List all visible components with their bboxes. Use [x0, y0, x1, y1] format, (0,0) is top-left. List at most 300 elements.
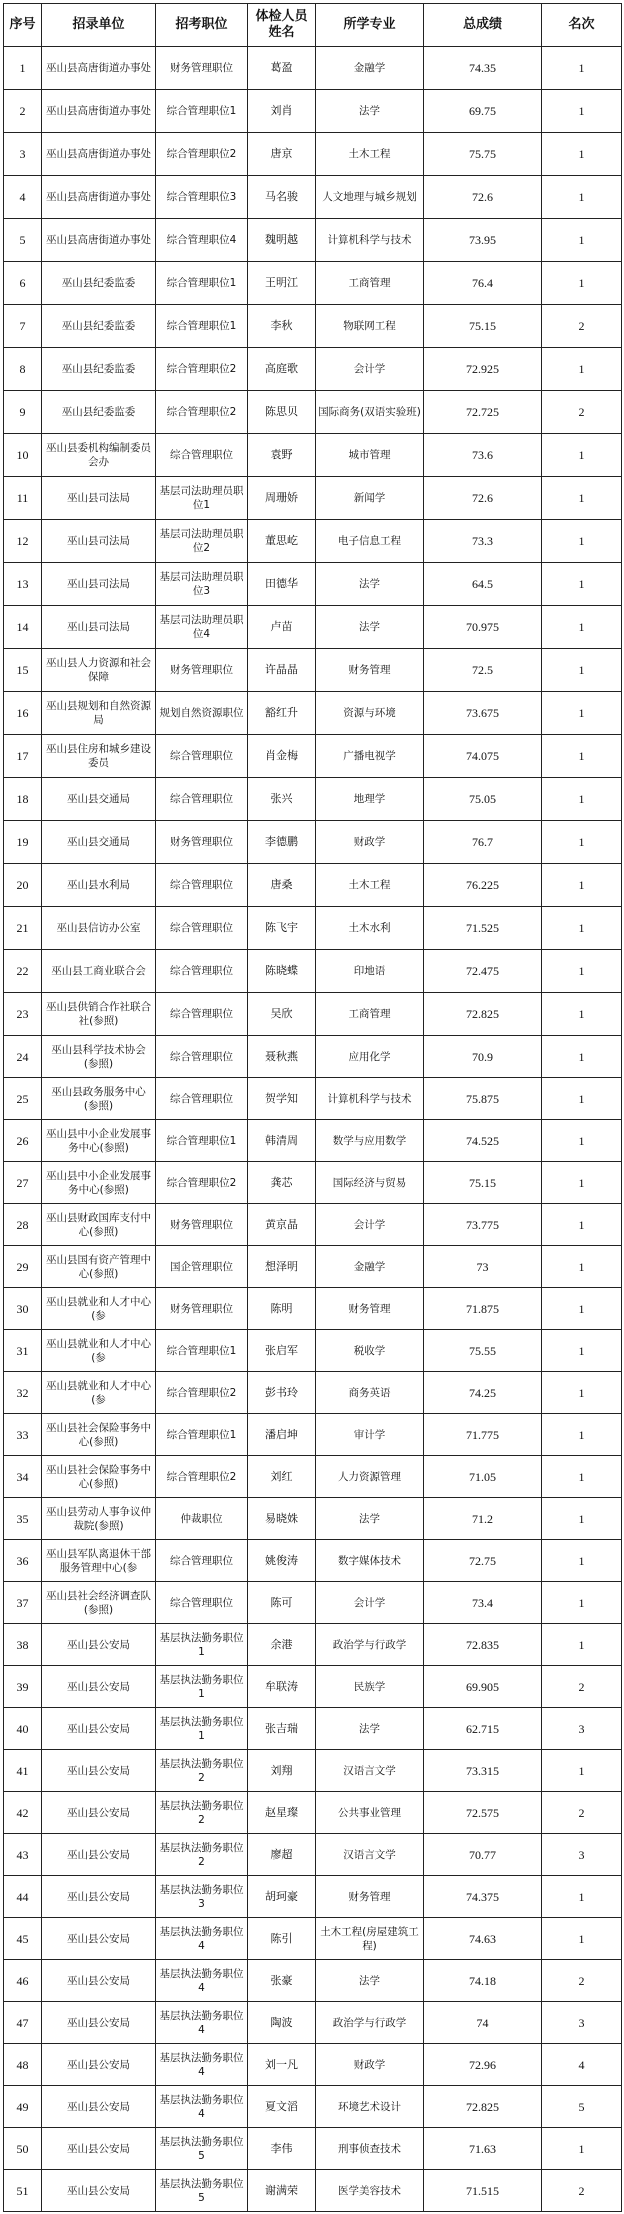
row-major: 财务管理	[316, 649, 424, 692]
row-total-score: 72.825	[424, 2086, 542, 2128]
row-major: 法学	[316, 1498, 424, 1540]
row-rank: 1	[542, 348, 622, 391]
table-row	[4, 563, 622, 606]
row-unit: 巫山县司法局	[42, 477, 156, 520]
row-unit: 巫山县社会保险事务中心(参照)	[42, 1456, 156, 1498]
row-major: 会计学	[316, 1204, 424, 1246]
row-unit: 巫山县公安局	[42, 1624, 156, 1666]
row-person-name: 肖金梅	[248, 735, 316, 778]
row-unit: 巫山县就业和人才中心(参	[42, 1372, 156, 1414]
row-unit: 巫山县公安局	[42, 1708, 156, 1750]
header-index: 序号	[4, 4, 42, 47]
table-row	[4, 1120, 622, 1162]
row-total-score: 71.525	[424, 907, 542, 950]
row-unit: 巫山县公安局	[42, 2002, 156, 2044]
row-person-name: 胡珂豪	[248, 1876, 316, 1918]
row-index: 35	[4, 1498, 42, 1540]
row-major: 法学	[316, 563, 424, 606]
row-major: 土木工程	[316, 133, 424, 176]
row-position: 综合管理职位	[156, 993, 248, 1036]
table-row	[4, 262, 622, 305]
row-rank: 1	[542, 950, 622, 993]
row-rank: 1	[542, 1288, 622, 1330]
row-index: 13	[4, 563, 42, 606]
row-person-name: 高庭歌	[248, 348, 316, 391]
row-total-score: 75.15	[424, 1162, 542, 1204]
row-unit: 巫山县高唐街道办事处	[42, 90, 156, 133]
row-rank: 1	[542, 133, 622, 176]
results-table	[3, 3, 622, 2212]
row-position: 财务管理职位	[156, 649, 248, 692]
row-unit: 巫山县高唐街道办事处	[42, 133, 156, 176]
table-row	[4, 47, 622, 90]
table-row	[4, 1708, 622, 1750]
row-index: 4	[4, 176, 42, 219]
row-person-name: 李德鹏	[248, 821, 316, 864]
table-row	[4, 391, 622, 434]
row-unit: 巫山县就业和人才中心(参	[42, 1288, 156, 1330]
row-major: 城市管理	[316, 434, 424, 477]
row-major: 国际经济与贸易	[316, 1162, 424, 1204]
row-major: 税收学	[316, 1330, 424, 1372]
row-position: 综合管理职位4	[156, 219, 248, 262]
table-row	[4, 2002, 622, 2044]
row-person-name: 董思屹	[248, 520, 316, 563]
row-index: 19	[4, 821, 42, 864]
row-unit: 巫山县人力资源和社会保障	[42, 649, 156, 692]
table-row	[4, 133, 622, 176]
row-index: 23	[4, 993, 42, 1036]
row-position: 财务管理职位	[156, 47, 248, 90]
header-name: 体检人员姓名	[248, 4, 316, 47]
results-table-container	[3, 3, 621, 2212]
row-person-name: 贺学知	[248, 1078, 316, 1120]
row-person-name: 张吉瑞	[248, 1708, 316, 1750]
row-major: 人文地理与城乡规划	[316, 176, 424, 219]
table-row	[4, 1792, 622, 1834]
header-unit: 招录单位	[42, 4, 156, 47]
row-rank: 1	[542, 563, 622, 606]
row-rank: 3	[542, 2002, 622, 2044]
row-major: 刑事侦查技术	[316, 2128, 424, 2170]
row-major: 财政学	[316, 2044, 424, 2086]
row-index: 26	[4, 1120, 42, 1162]
row-unit: 巫山县公安局	[42, 2170, 156, 2212]
row-major: 汉语言文学	[316, 1750, 424, 1792]
row-major: 土木水利	[316, 907, 424, 950]
row-rank: 1	[542, 1120, 622, 1162]
row-position: 基层执法勤务职位1	[156, 1708, 248, 1750]
row-position: 综合管理职位1	[156, 1414, 248, 1456]
row-person-name: 葛盈	[248, 47, 316, 90]
row-total-score: 62.715	[424, 1708, 542, 1750]
row-major: 数学与应用数学	[316, 1120, 424, 1162]
row-unit: 巫山县中小企业发展事务中心(参照)	[42, 1120, 156, 1162]
row-index: 6	[4, 262, 42, 305]
row-person-name: 周珊娇	[248, 477, 316, 520]
row-major: 应用化学	[316, 1036, 424, 1078]
row-position: 综合管理职位2	[156, 1372, 248, 1414]
table-body	[4, 47, 622, 2212]
row-person-name: 刘肖	[248, 90, 316, 133]
row-position: 财务管理职位	[156, 821, 248, 864]
row-major: 土木工程(房屋建筑工程)	[316, 1918, 424, 1960]
table-row	[4, 1540, 622, 1582]
row-total-score: 75.15	[424, 305, 542, 348]
row-person-name: 刘红	[248, 1456, 316, 1498]
row-total-score: 72.835	[424, 1624, 542, 1666]
row-person-name: 廖超	[248, 1834, 316, 1876]
row-unit: 巫山县公安局	[42, 1918, 156, 1960]
table-row	[4, 1414, 622, 1456]
row-person-name: 陈引	[248, 1918, 316, 1960]
table-row	[4, 348, 622, 391]
table-row	[4, 1834, 622, 1876]
row-total-score: 72.475	[424, 950, 542, 993]
row-major: 法学	[316, 90, 424, 133]
table-row	[4, 1876, 622, 1918]
row-unit: 巫山县高唐街道办事处	[42, 176, 156, 219]
row-total-score: 75.875	[424, 1078, 542, 1120]
row-unit: 巫山县公安局	[42, 2086, 156, 2128]
row-position: 基层执法勤务职位2	[156, 1834, 248, 1876]
row-total-score: 74.35	[424, 47, 542, 90]
row-unit: 巫山县公安局	[42, 1666, 156, 1708]
row-major: 会计学	[316, 348, 424, 391]
row-person-name: 唐桑	[248, 864, 316, 907]
table-row	[4, 1960, 622, 2002]
row-position: 基层执法勤务职位2	[156, 1792, 248, 1834]
row-index: 16	[4, 692, 42, 735]
row-index: 2	[4, 90, 42, 133]
row-total-score: 76.4	[424, 262, 542, 305]
row-unit: 巫山县公安局	[42, 1792, 156, 1834]
row-total-score: 71.775	[424, 1414, 542, 1456]
table-row	[4, 993, 622, 1036]
row-person-name: 刘一凡	[248, 2044, 316, 2086]
row-major: 财务管理	[316, 1876, 424, 1918]
row-person-name: 王明江	[248, 262, 316, 305]
row-major: 资源与环境	[316, 692, 424, 735]
row-unit: 巫山县司法局	[42, 606, 156, 649]
row-person-name: 陈明	[248, 1288, 316, 1330]
row-unit: 巫山县公安局	[42, 2044, 156, 2086]
row-position: 综合管理职位1	[156, 305, 248, 348]
header-row	[4, 4, 622, 47]
row-total-score: 74.525	[424, 1120, 542, 1162]
row-unit: 巫山县公安局	[42, 1876, 156, 1918]
row-person-name: 陈可	[248, 1582, 316, 1624]
row-position: 财务管理职位	[156, 1288, 248, 1330]
table-row	[4, 1036, 622, 1078]
table-row	[4, 649, 622, 692]
row-major: 商务英语	[316, 1372, 424, 1414]
row-total-score: 72.575	[424, 1792, 542, 1834]
table-row	[4, 821, 622, 864]
row-total-score: 72.725	[424, 391, 542, 434]
row-rank: 1	[542, 1246, 622, 1288]
row-index: 21	[4, 907, 42, 950]
row-rank: 1	[542, 1372, 622, 1414]
row-total-score: 73.675	[424, 692, 542, 735]
row-total-score: 72.75	[424, 1540, 542, 1582]
row-index: 5	[4, 219, 42, 262]
row-rank: 2	[542, 305, 622, 348]
row-total-score: 73.4	[424, 1582, 542, 1624]
row-position: 基层执法勤务职位4	[156, 2086, 248, 2128]
row-total-score: 75.05	[424, 778, 542, 821]
row-unit: 巫山县规划和自然资源局	[42, 692, 156, 735]
row-rank: 1	[542, 778, 622, 821]
row-position: 基层司法助理员职位4	[156, 606, 248, 649]
row-total-score: 73.95	[424, 219, 542, 262]
row-unit: 巫山县供销合作社联合社(参照)	[42, 993, 156, 1036]
row-total-score: 72.5	[424, 649, 542, 692]
row-rank: 1	[542, 1078, 622, 1120]
row-rank: 1	[542, 1498, 622, 1540]
row-major: 电子信息工程	[316, 520, 424, 563]
row-major: 新闻学	[316, 477, 424, 520]
row-position: 财务管理职位	[156, 1204, 248, 1246]
row-unit: 巫山县社会保险事务中心(参照)	[42, 1414, 156, 1456]
row-unit: 巫山县高唐街道办事处	[42, 47, 156, 90]
row-index: 39	[4, 1666, 42, 1708]
row-person-name: 彭书玲	[248, 1372, 316, 1414]
row-position: 综合管理职位1	[156, 90, 248, 133]
row-major: 地理学	[316, 778, 424, 821]
row-person-name: 黄京晶	[248, 1204, 316, 1246]
row-position: 综合管理职位3	[156, 176, 248, 219]
row-index: 38	[4, 1624, 42, 1666]
row-total-score: 70.975	[424, 606, 542, 649]
row-index: 9	[4, 391, 42, 434]
row-unit: 巫山县社会经济调查队(参照)	[42, 1582, 156, 1624]
row-position: 基层司法助理员职位1	[156, 477, 248, 520]
row-position: 综合管理职位	[156, 907, 248, 950]
row-total-score: 73	[424, 1246, 542, 1288]
row-person-name: 陈思贝	[248, 391, 316, 434]
row-total-score: 72.6	[424, 176, 542, 219]
row-major: 民族学	[316, 1666, 424, 1708]
row-rank: 2	[542, 2170, 622, 2212]
row-unit: 巫山县军队离退休干部服务管理中心(参	[42, 1540, 156, 1582]
row-index: 3	[4, 133, 42, 176]
row-rank: 1	[542, 1162, 622, 1204]
row-index: 41	[4, 1750, 42, 1792]
row-major: 数字媒体技术	[316, 1540, 424, 1582]
table-row	[4, 778, 622, 821]
row-person-name: 魏明越	[248, 219, 316, 262]
row-index: 7	[4, 305, 42, 348]
row-rank: 2	[542, 1666, 622, 1708]
row-rank: 1	[542, 520, 622, 563]
row-rank: 1	[542, 2128, 622, 2170]
row-position: 基层执法勤务职位4	[156, 1960, 248, 2002]
row-unit: 巫山县水利局	[42, 864, 156, 907]
row-person-name: 想泽明	[248, 1246, 316, 1288]
row-index: 20	[4, 864, 42, 907]
row-position: 规划自然资源职位	[156, 692, 248, 735]
header-rank: 名次	[542, 4, 622, 47]
row-position: 综合管理职位	[156, 1582, 248, 1624]
row-person-name: 田德华	[248, 563, 316, 606]
row-total-score: 74.63	[424, 1918, 542, 1960]
row-rank: 2	[542, 1792, 622, 1834]
row-rank: 2	[542, 1960, 622, 2002]
row-unit: 巫山县公安局	[42, 1960, 156, 2002]
table-row	[4, 1750, 622, 1792]
row-total-score: 73.315	[424, 1750, 542, 1792]
row-unit: 巫山县住房和城乡建设委员	[42, 735, 156, 778]
row-index: 12	[4, 520, 42, 563]
row-position: 综合管理职位1	[156, 1330, 248, 1372]
row-total-score: 74.18	[424, 1960, 542, 2002]
row-position: 综合管理职位2	[156, 1456, 248, 1498]
row-rank: 5	[542, 2086, 622, 2128]
row-person-name: 卢苗	[248, 606, 316, 649]
row-rank: 1	[542, 90, 622, 133]
row-total-score: 73.6	[424, 434, 542, 477]
row-index: 45	[4, 1918, 42, 1960]
row-position: 综合管理职位2	[156, 133, 248, 176]
row-major: 政治学与行政学	[316, 1624, 424, 1666]
row-person-name: 陈飞宇	[248, 907, 316, 950]
row-index: 29	[4, 1246, 42, 1288]
row-rank: 1	[542, 649, 622, 692]
table-row	[4, 90, 622, 133]
row-rank: 4	[542, 2044, 622, 2086]
row-index: 49	[4, 2086, 42, 2128]
row-index: 51	[4, 2170, 42, 2212]
table-row	[4, 1918, 622, 1960]
row-person-name: 聂秋燕	[248, 1036, 316, 1078]
row-position: 基层司法助理员职位2	[156, 520, 248, 563]
row-person-name: 韩清周	[248, 1120, 316, 1162]
row-position: 综合管理职位	[156, 1078, 248, 1120]
row-unit: 巫山县司法局	[42, 563, 156, 606]
row-total-score: 64.5	[424, 563, 542, 606]
row-index: 18	[4, 778, 42, 821]
row-unit: 巫山县国有资产管理中心(参照)	[42, 1246, 156, 1288]
row-person-name: 龚芯	[248, 1162, 316, 1204]
table-row	[4, 1162, 622, 1204]
table-row	[4, 692, 622, 735]
row-total-score: 69.905	[424, 1666, 542, 1708]
row-position: 基层执法勤务职位3	[156, 1876, 248, 1918]
header-position: 招考职位	[156, 4, 248, 47]
table-row	[4, 1582, 622, 1624]
row-index: 24	[4, 1036, 42, 1078]
row-rank: 1	[542, 47, 622, 90]
row-rank: 1	[542, 1918, 622, 1960]
row-index: 15	[4, 649, 42, 692]
row-unit: 巫山县劳动人事争议仲裁院(参照)	[42, 1498, 156, 1540]
table-row	[4, 864, 622, 907]
row-rank: 1	[542, 735, 622, 778]
row-total-score: 75.55	[424, 1330, 542, 1372]
row-unit: 巫山县司法局	[42, 520, 156, 563]
row-unit: 巫山县科学技术协会(参照)	[42, 1036, 156, 1078]
row-rank: 1	[542, 1750, 622, 1792]
row-unit: 巫山县纪委监委	[42, 305, 156, 348]
row-unit: 巫山县中小企业发展事务中心(参照)	[42, 1162, 156, 1204]
row-unit: 巫山县委机构编制委员会办	[42, 434, 156, 477]
row-rank: 1	[542, 864, 622, 907]
row-person-name: 张兴	[248, 778, 316, 821]
row-total-score: 71.05	[424, 1456, 542, 1498]
row-index: 36	[4, 1540, 42, 1582]
table-row	[4, 1624, 622, 1666]
row-major: 工商管理	[316, 993, 424, 1036]
table-row	[4, 1078, 622, 1120]
row-index: 30	[4, 1288, 42, 1330]
row-major: 国际商务(双语实验班)	[316, 391, 424, 434]
row-major: 公共事业管理	[316, 1792, 424, 1834]
table-row	[4, 1666, 622, 1708]
row-position: 综合管理职位	[156, 1036, 248, 1078]
row-index: 50	[4, 2128, 42, 2170]
row-rank: 3	[542, 1708, 622, 1750]
row-position: 基层执法勤务职位4	[156, 2044, 248, 2086]
row-person-name: 余港	[248, 1624, 316, 1666]
table-row	[4, 2170, 622, 2212]
row-index: 47	[4, 2002, 42, 2044]
row-index: 42	[4, 1792, 42, 1834]
row-person-name: 许晶晶	[248, 649, 316, 692]
row-total-score: 72.825	[424, 993, 542, 1036]
row-major: 金融学	[316, 1246, 424, 1288]
row-index: 48	[4, 2044, 42, 2086]
row-index: 27	[4, 1162, 42, 1204]
row-major: 法学	[316, 1960, 424, 2002]
row-total-score: 71.63	[424, 2128, 542, 2170]
row-position: 基层执法勤务职位1	[156, 1624, 248, 1666]
row-person-name: 马名骏	[248, 176, 316, 219]
row-major: 广播电视学	[316, 735, 424, 778]
row-major: 金融学	[316, 47, 424, 90]
row-total-score: 70.9	[424, 1036, 542, 1078]
row-rank: 1	[542, 606, 622, 649]
row-total-score: 72.96	[424, 2044, 542, 2086]
row-position: 综合管理职位	[156, 950, 248, 993]
row-index: 37	[4, 1582, 42, 1624]
row-index: 32	[4, 1372, 42, 1414]
row-index: 1	[4, 47, 42, 90]
row-rank: 1	[542, 434, 622, 477]
row-rank: 1	[542, 1624, 622, 1666]
row-major: 财务管理	[316, 1288, 424, 1330]
row-position: 基层执法勤务职位4	[156, 1918, 248, 1960]
row-major: 物联网工程	[316, 305, 424, 348]
row-unit: 巫山县交通局	[42, 821, 156, 864]
row-major: 政治学与行政学	[316, 2002, 424, 2044]
table-row	[4, 1288, 622, 1330]
row-total-score: 72.925	[424, 348, 542, 391]
row-position: 综合管理职位	[156, 778, 248, 821]
row-index: 11	[4, 477, 42, 520]
row-index: 43	[4, 1834, 42, 1876]
row-rank: 1	[542, 907, 622, 950]
row-person-name: 李伟	[248, 2128, 316, 2170]
row-major: 医学美容技术	[316, 2170, 424, 2212]
row-person-name: 姚俊涛	[248, 1540, 316, 1582]
row-total-score: 72.6	[424, 477, 542, 520]
table-row	[4, 477, 622, 520]
row-index: 33	[4, 1414, 42, 1456]
row-unit: 巫山县纪委监委	[42, 348, 156, 391]
table-row	[4, 1246, 622, 1288]
row-major: 会计学	[316, 1582, 424, 1624]
